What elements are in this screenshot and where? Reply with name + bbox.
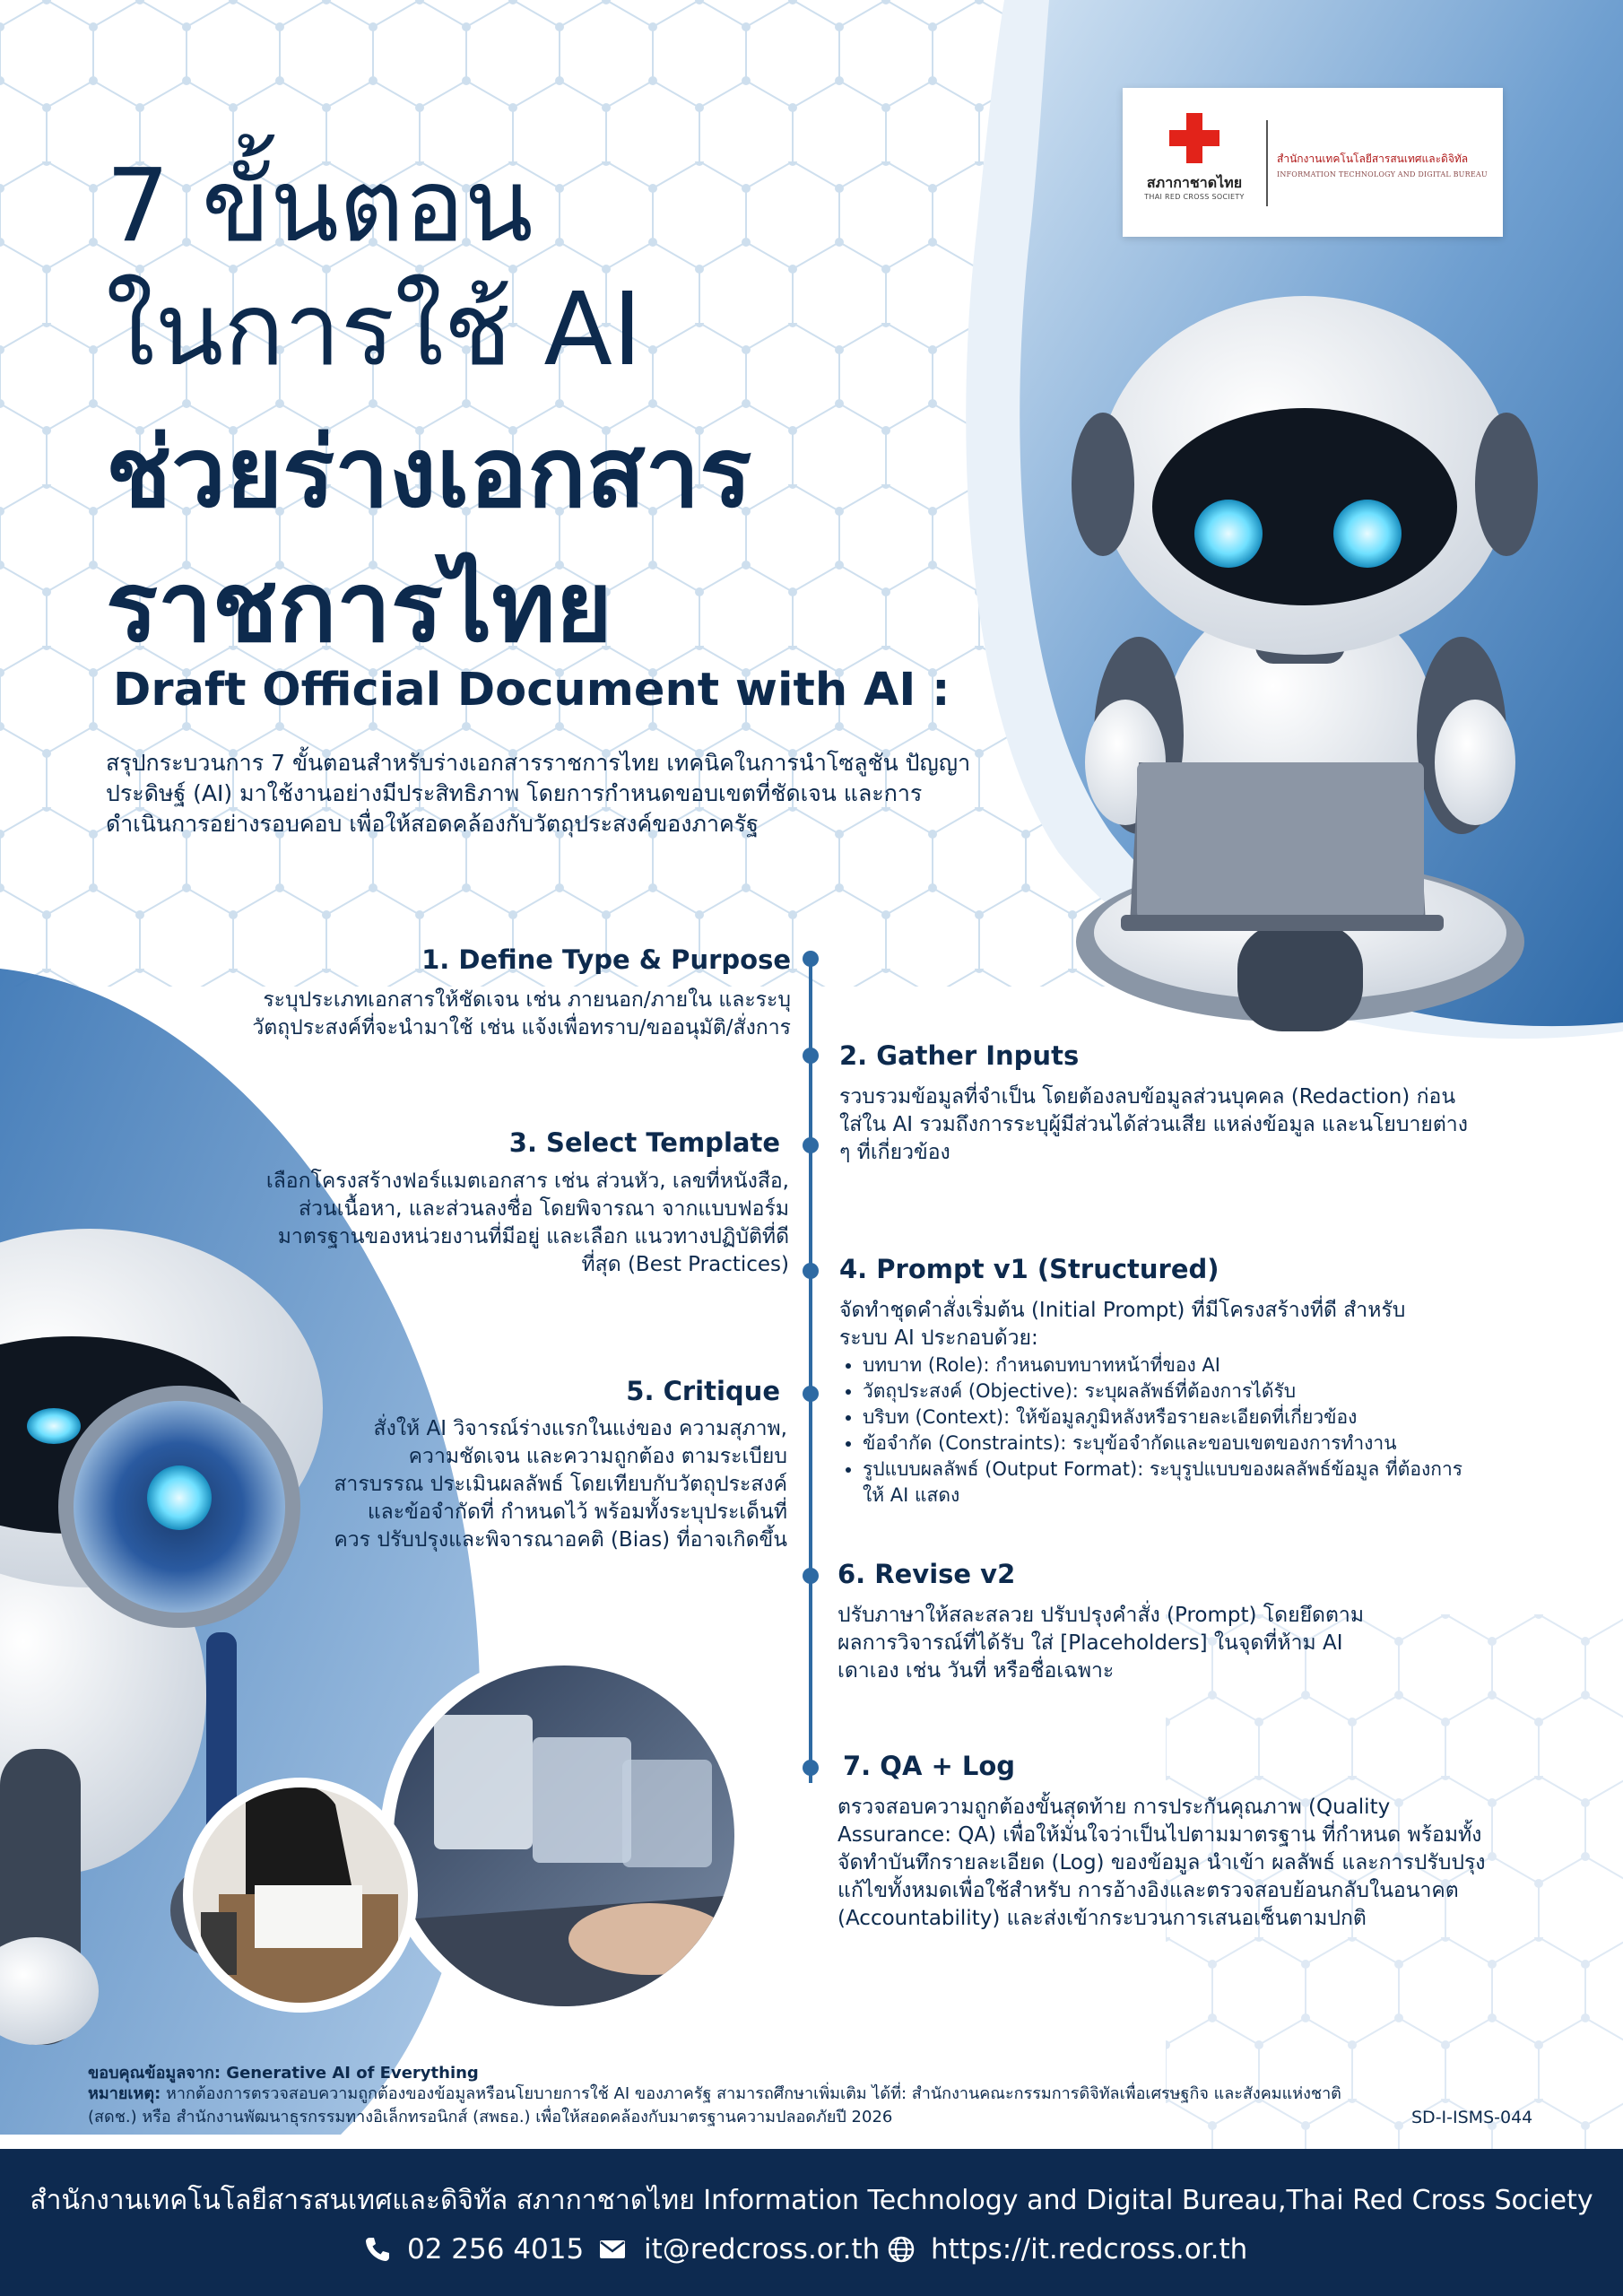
signing-photo-circle <box>183 1778 418 2013</box>
timeline-dot-7 <box>803 1760 819 1776</box>
subtitle-english: Draft Official Document with AI : <box>113 664 950 717</box>
step-4-bullet: • รูปแบบผลลัพธ์ (Output Format): ระบุรูปแบบของผลลัพธ์ข้อมูล ที่ต้องการให้ AI แสดง <box>863 1457 1472 1509</box>
intro-paragraph: สรุปกระบวนการ 7 ขั้นตอนสำหรับร่างเอกสารราชการไทย เทคนิคในการนำโซลูชัน ปัญญาประดิษฐ์ (AI) มาใช้งานอย่างมีประสิทธิภาพ โดยการกำหนดขอบเขตที่ชัดเจน และการดำเนินการอย่างรอบคอบ เพื่อให้สอดคล้องกับวัตถุประสงค์ของภาครัฐ <box>106 750 971 837</box>
title-line-2: ในการใช้ AI <box>106 272 643 388</box>
logo-org-th: สภากาชาดไทย <box>1146 174 1243 191</box>
organization-logo <box>1123 88 1503 237</box>
phone-icon <box>362 2235 393 2264</box>
timeline-dot-6 <box>803 1568 819 1584</box>
step-3-title: 3. Select Template <box>508 1127 780 1158</box>
remark-note <box>88 2083 1370 2129</box>
red-cross-icon <box>1169 113 1219 163</box>
footer-website[interactable]: https://it.redcross.or.th <box>931 2233 1248 2266</box>
step-6-title: 6. Revise v2 <box>838 1559 1016 1589</box>
remark-text: หากต้องการตรวจสอบความถูกต้องของข้อมูลหรือนโยบายการใช้ AI ของภาครัฐ สามารถศึกษาเพิ่มเติม ได้ที่: สำนักงานคณะกรรมการดิจิทัลเพื่อเศรษฐกิจ และสังคมแห่งชาติ (สดช.) หรือ สำนักงานพัฒนาธุรกรรมทางอิเล็กทรอนิกส์ (สพธอ.) เพื่อให้สอดคล้องกับมาตรฐานความปลอดภัยปี 2026 <box>88 2084 1341 2126</box>
robot-laptop-illustration <box>1040 260 1542 1067</box>
step-5-title: 5. Critique <box>626 1376 780 1406</box>
logo-bureau-en: INFORMATION TECHNOLOGY AND DIGITAL BUREAU <box>1277 170 1488 178</box>
timeline-dot-4 <box>803 1263 819 1279</box>
title-line-3: ช่วยร่างเอกสาร <box>106 417 752 529</box>
timeline-dot-1 <box>803 951 819 967</box>
step-6-text: ปรับภาษาให้สละสลวย ปรับปรุงคำสั่ง (Prompt) โดยยึดตามผลการวิจารณ์ที่ได้รับ ใส่ [Placeholders] ในจุดที่ห้าม AI เดาเอง เช่น วันที่ หรือชื่อเฉพาะ <box>838 1604 1364 1683</box>
timeline-line <box>809 958 812 1783</box>
footer-phone[interactable]: 02 256 4015 <box>407 2233 585 2266</box>
step-2-title: 2. Gather Inputs <box>839 1040 1080 1071</box>
step-4-bullet: • บทบาท (Role): กำหนดบทบาทหน้าที่ของ AI <box>863 1352 1503 1378</box>
step-7-text: ตรวจสอบความถูกต้องขั้นสุดท้าย การประกันคุณภาพ (Quality Assurance: QA) เพื่อให้มั่นใจว่าเป็นไปตามมาตรฐาน ที่กำหนด พร้อมทั้งจัดทำบันทึกรายละเอียด (Log) ของข้อมูล นำเข้า ผลลัพธ์ และการปรับปรุงแก้ไขทั้งหมดเพื่อใช้สำหรับ การอ้างอิงและตรวจสอบย้อนกลับในอนาคต (Accountability) และส่งเข้ากระบวนการเสนอเซ็นตามปกติ <box>838 1796 1486 1930</box>
logo-bureau-th: สำนักงานเทคโนโลยีสารสนเทศและดิจิทัล <box>1277 152 1469 165</box>
step-2-text: รวบรวมข้อมูลที่จำเป็น โดยต้องลบข้อมูลส่วนบุคคล (Redaction) ก่อนใส่ใน AI รวมถึงการระบุผู้มีส่วนได้ส่วนเสีย แหล่งข้อมูล และนโยบายต่าง ๆ ที่เกี่ยวข้อง <box>839 1085 1468 1164</box>
timeline-dot-2 <box>803 1048 819 1064</box>
step-4-bullet: • บริบท (Context): ให้ข้อมูลภูมิหลังหรือรายละเอียดที่เกี่ยวข้อง <box>863 1405 1503 1431</box>
globe-icon <box>886 2235 916 2264</box>
step-5-text: สั่งให้ AI วิจารณ์ร่างแรกในแง่ของ ความสุภาพ, ความชัดเจน และความถูกต้อง ตามระเบียบสารบรรณ ประเมินผลลัพธ์ โดยเทียบกับวัตถุประสงค์ และข้อจำกัดที่ กำหนดไว้ พร้อมทั้งระบุประเด็นที่ควร ปรับปรุงและพิจารณาอคติ (Bias) ที่อาจเกิดขึ้น <box>334 1417 787 1552</box>
footer-email[interactable]: it@redcross.or.th <box>644 2233 881 2266</box>
step-3-text: เลือกโครงสร้างฟอร์แมตเอกสาร เช่น ส่วนหัว, เลขที่หนังสือ, ส่วนเนื้อหา, และส่วนลงชื่อ โดยพิจารณา จากแบบฟอร์มมาตรฐานของหน่วยงานที่มีอยู่ และเลือก แนวทางปฏิบัติที่ดีที่สุด (Best Practices) <box>265 1170 789 1276</box>
mail-icon <box>597 2235 628 2264</box>
thanks-note: ขอบคุณข้อมูลจาก: Generative AI of Everything <box>88 2064 479 2083</box>
step-4-title: 4. Prompt v1 (Structured) <box>839 1254 1219 1284</box>
footer-title: สำนักงานเทคโนโลยีสารสนเทศและดิจิทัล สภากาชาดไทย Information Technology and Digital Bureau,Thai Red Cross Society <box>30 2185 1593 2216</box>
timeline-dot-3 <box>803 1137 819 1153</box>
title-line-4: ราชการไทย <box>106 552 612 664</box>
timeline-dot-5 <box>803 1386 819 1402</box>
step-4-bullet: • ข้อจำกัด (Constraints): ระบุข้อจำกัดและขอบเขตของการทำงาน <box>863 1431 1503 1457</box>
step-4-bullet-list <box>839 1352 1503 1509</box>
document-code: SD-I-ISMS-044 <box>1411 2108 1533 2127</box>
logo-divider <box>1266 120 1268 206</box>
step-1-title: 1. Define Type & Purpose <box>421 944 791 975</box>
step-4-body <box>839 1297 1503 1509</box>
title-line-1: 7 ขั้นตอน <box>106 148 534 265</box>
step-4-text: จัดทำชุดคำสั่งเริ่มต้น (Initial Prompt) ที่มีโครงสร้างที่ดี สำหรับระบบ AI ประกอบด้วย: <box>839 1299 1406 1350</box>
step-4-bullet: • วัตถุประสงค์ (Objective): ระบุผลลัพธ์ที่ต้องการได้รับ <box>863 1378 1503 1405</box>
document-photo-circle <box>380 1652 748 2020</box>
remark-label: หมายเหตุ: <box>88 2084 161 2103</box>
step-7-title: 7. QA + Log <box>843 1751 1016 1781</box>
logo-org-en: THAI RED CROSS SOCIETY <box>1144 193 1245 201</box>
footer-bar <box>0 2149 1623 2296</box>
step-1-text: ระบุประเภทเอกสารให้ชัดเจน เช่น ภายนอก/ภายใน และระบุ วัตถุประสงค์ที่จะนำมาใช้ เช่น แจ้งเพื่อทราบ/ขออนุมัติ/สั่งการ <box>252 988 791 1039</box>
